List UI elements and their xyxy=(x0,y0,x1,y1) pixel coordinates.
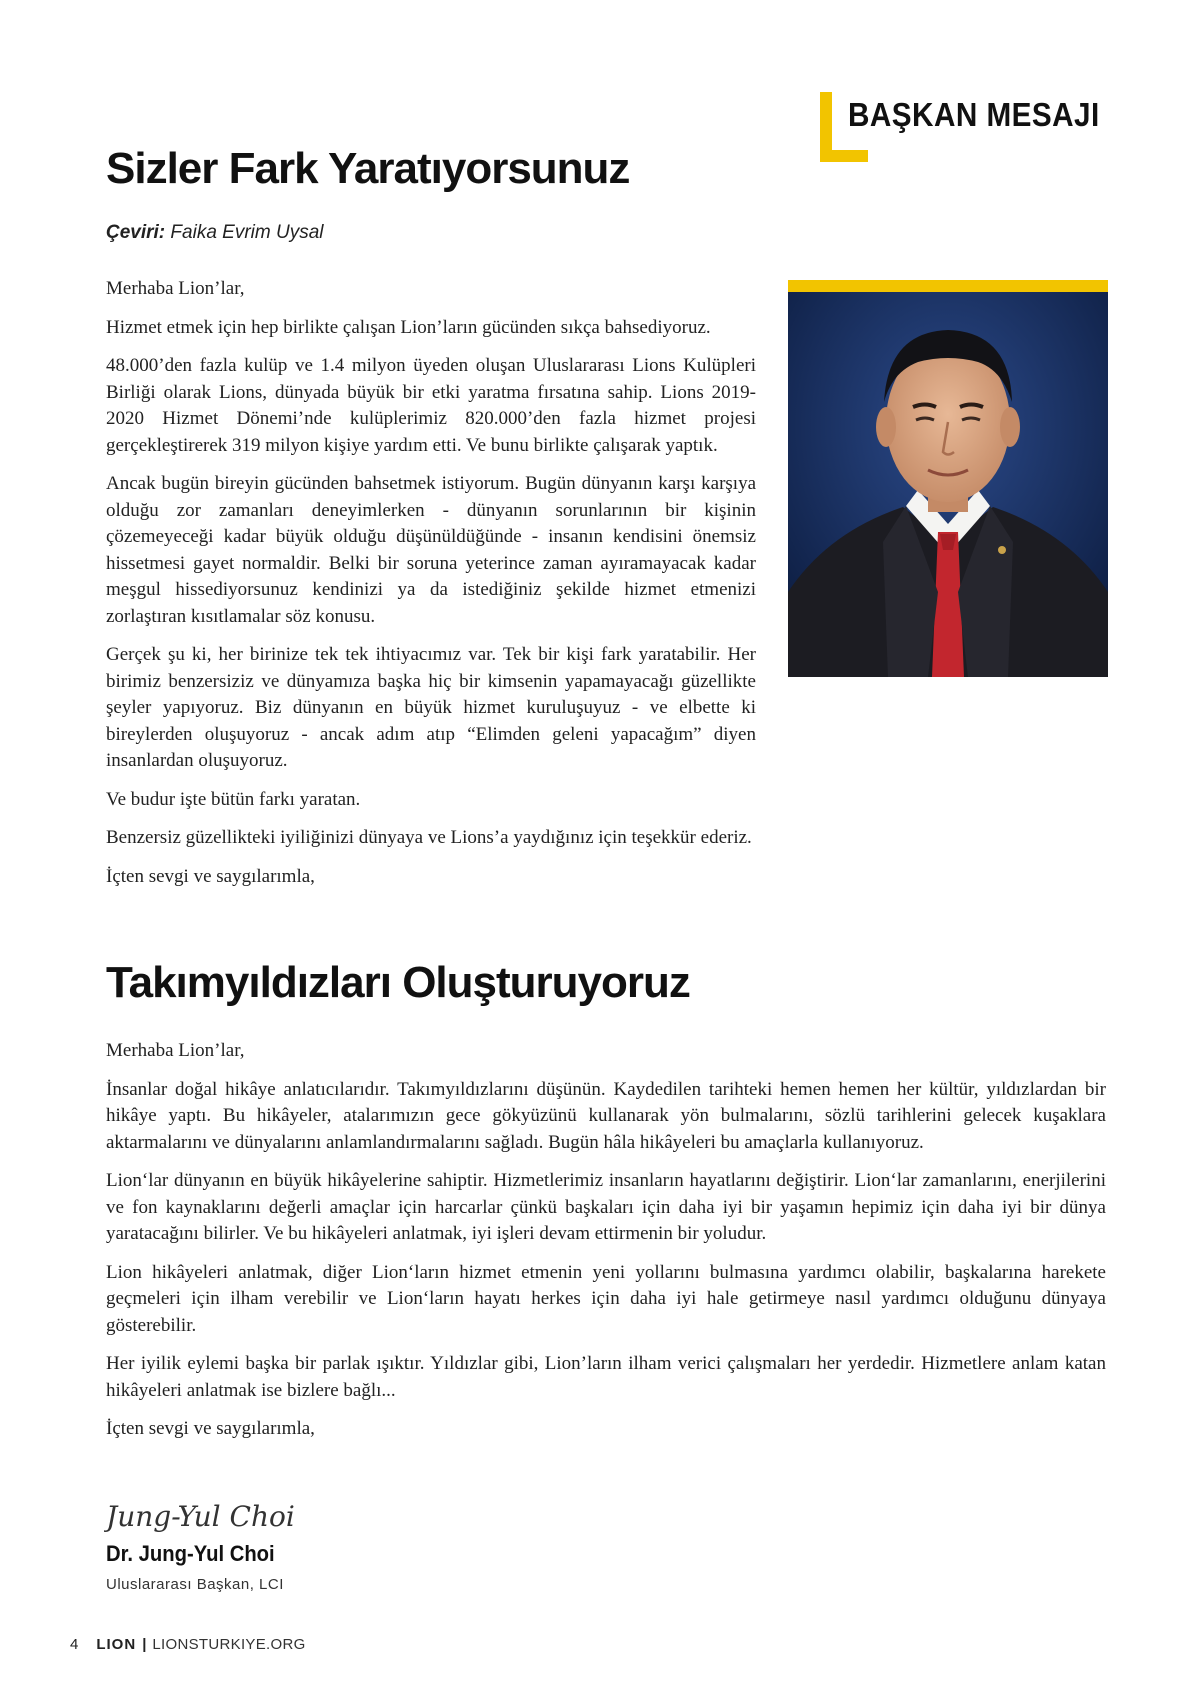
article1-body xyxy=(106,276,756,902)
article2-paragraph: Lion hikâyeleri anlatmak, diğer Lion‘ların hizmet etmenin yeni yollarını bulmasına yardımcı olabilir, başkalarına harekete geçmeleri için ilham verebilir ve Lion‘ların hayatı herkes için daha iyi hale getirmeye nasıl yardımcı olduğunu dünyaya gösterebilir. xyxy=(106,1261,1106,1336)
portrait-block xyxy=(788,280,1108,677)
article2-title: Takımyıldızları Oluşturuyoruz xyxy=(106,958,690,1007)
article2-paragraph: İnsanlar doğal hikâye anlatıcılarıdır. Takımyıldızlarını düşünün. Kaydedilen tarihteki hemen hemen her kültür, yıldızlardan bir hikâye yaptı. Bu hikâyeler, atalarımızın gece gökyüzünü kullanarak yön bulmalarını, sözlü tarihlerini gelecek kuşaklara aktarmalarını ve dünyalarını anlamlandırmalarını sağladı. Bugün hâla hikâyeleri bu amaçlarla kullanıyoruz. xyxy=(106,1078,1106,1153)
article1-paragraph: Ve budur işte bütün farkı yaratan. xyxy=(106,788,361,810)
article1-paragraph: Hizmet etmek için hep birlikte çalışan Lion’ların gücünden sıkça bahsediyoruz. xyxy=(106,316,711,338)
section-tag xyxy=(820,92,1120,162)
portrait-photo xyxy=(788,292,1108,677)
signer-title: Uluslararası Başkan, LCI xyxy=(106,1576,284,1593)
translator-credit xyxy=(106,222,324,244)
article2-paragraph: Lion‘lar dünyanın en büyük hikâyelerine sahiptir. Hizmetlerimiz insanların hayatlarını değiştirir. Lion‘lar zamanlarını, enerjilerini ve fon kaynaklarını değerli amaçlar için harcarlar çünkü başkaları için daha iyi bir yaşamın hepimiz için daha iyi bir dünya yaratacağını bilirler. Ve bu hikâyeleri anlatmak, iyi işleri devam ettirmenin bir yoludur. xyxy=(106,1170,1106,1244)
page-footer xyxy=(70,1636,306,1653)
article1-paragraph: Ancak bugün bireyin gücünden bahsetmek istiyorum. Bugün dünyanın karşı karşıya olduğu zor zamanları deneyimlerken - dünyanın sorunlarının bir kişinin çözemeyeceği kadar büyük olduğu düşünüldüğünde - insanın kendisini önemsiz hissetmesi gayet normaldir. Belki bir soruna yeterince zaman ayıramayacak kadar meşgul hissediyorsunuz kendinizi ya da istediğiniz şekilde hizmet etmenizi zorlaştıran kısıtlamalar söz konusu. xyxy=(106,473,756,627)
footer-website-link[interactable]: LIONSTURKIYE.ORG xyxy=(152,1636,306,1653)
article1-title: Sizler Fark Yaratıyorsunuz xyxy=(106,144,630,193)
article1-greeting: Merhaba Lion’lar, xyxy=(106,278,245,299)
handwritten-signature xyxy=(104,1496,344,1541)
translator-name: Faika Evrim Uysal xyxy=(170,222,324,243)
article2-closing: İçten sevgi ve saygılarımla, xyxy=(106,1418,315,1439)
signer-name: Dr. Jung-Yul Choi xyxy=(106,1541,275,1566)
article2-greeting: Merhaba Lion’lar, xyxy=(106,1040,245,1061)
article1-paragraph: 48.000’den fazla kulüp ve 1.4 milyon üyeden oluşan Uluslararası Lions Kulüpleri Birliği olarak Lions, dünyada büyük bir etki yaratma fırsatına sahip. Lions 2019-2020 Hizmet Dönemi’nde kulüplerimiz 820.000’den fazla hizmet projesi gerçekleştirerek 319 milyon kişiye yardım etti. Ve bunu birlikte çalışarak yaptık. xyxy=(106,355,756,456)
page-number: 4 xyxy=(70,1636,79,1653)
article1-paragraph: Benzersiz güzellikteki iyiliğinizi dünyaya ve Lions’a yaydığınız için teşekkür ederiz. xyxy=(106,827,752,848)
translator-label: Çeviri: xyxy=(106,222,166,243)
article2-body xyxy=(106,1038,1106,1455)
footer-separator: | xyxy=(142,1636,147,1653)
signature-script: Jung-Yul Choi xyxy=(106,1500,295,1533)
article1-paragraph: Gerçek şu ki, her birinize tek tek ihtiyacımız var. Tek bir kişi fark yaratabilir. Her birimiz benzersiziz ve dünyamıza başka hiç bir kimsenin yapamayacağı güzellikte şeyler yapıyoruz. Biz dünyanın en büyük hizmet kuruluşuyuz - ve elbette ki bireylerden oluşuyoruz - ancak adım atıp “Elimden geleni yapacağım” diyen insanlardan oluşuyoruz. xyxy=(106,644,756,771)
article1-closing: İçten sevgi ve saygılarımla, xyxy=(106,865,315,887)
article2-paragraph: Her iyilik eylemi başka bir parlak ışıktır. Yıldızlar gibi, Lion’ların ilham verici çalışmaları her yerdedir. Hizmetlere anlam katan hikâyeleri anlatmak ise bizlere bağlı... xyxy=(106,1353,1106,1401)
section-label: BAŞKAN MESAJI xyxy=(848,96,1100,133)
footer-brand: LION xyxy=(96,1636,137,1653)
photo-accent-bar xyxy=(788,280,1108,292)
tag-accent-horizontal xyxy=(820,150,868,162)
